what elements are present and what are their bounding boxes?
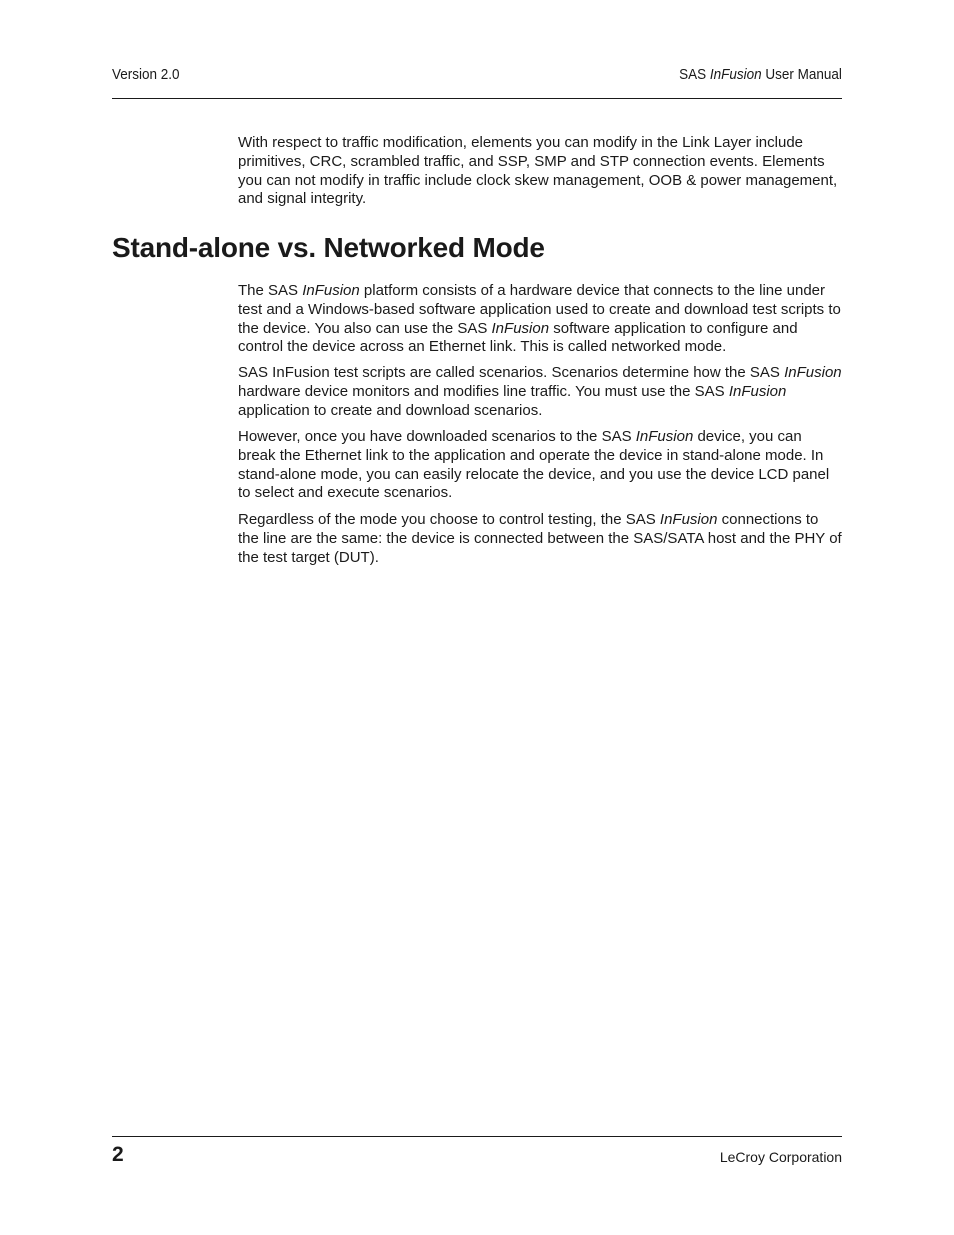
paragraph-stand-alone	[238, 428, 842, 503]
text-run: However, once you have downloaded scenarios to the SAS	[238, 428, 636, 445]
paragraph-scenarios	[238, 364, 842, 420]
page-footer	[112, 1136, 842, 1177]
paragraph-platform	[238, 282, 842, 357]
text-run: platform consists of a hardware device that connects to the line under test and a Windows-based software application used to create and download test scripts to the device. You also can use the SAS	[238, 282, 841, 337]
italic-run: InFusion	[491, 319, 550, 337]
page-number: 2	[112, 1143, 124, 1166]
header-title-prefix: SAS	[679, 66, 710, 83]
text-run: The SAS	[238, 282, 303, 299]
italic-run: InFusion	[659, 511, 718, 528]
text-run: application to create and download scenarios.	[238, 401, 543, 419]
header-title-suffix: User Manual	[761, 66, 842, 83]
text-run: device, you can break the Ethernet link to the application and operate the device in stand-alone mode. In stand-alone mode, you can easily relocate the device, and you use the device LCD panel to select and execute scenarios.	[238, 428, 830, 502]
italic-run: InFusion	[784, 364, 842, 381]
italic-run: InFusion	[635, 428, 694, 445]
text-run: Regardless of the mode you choose to control testing, the SAS	[238, 511, 660, 528]
text-run: connections to the line are the same: the device is connected between the SAS/SATA host and the PHY of the test target (DUT).	[238, 511, 842, 566]
text-run: SAS InFusion test scripts are called scenarios. Scenarios determine how the SAS	[238, 364, 785, 381]
header-version: Version 2.0	[112, 66, 180, 83]
page-header	[112, 64, 842, 99]
text-run: software application to configure and control the device across an Ethernet link. This is called networked mode.	[238, 319, 798, 356]
italic-run: InFusion	[728, 382, 787, 400]
intro-paragraph: With respect to traffic modification, elements you can modify in the Link Layer include primitives, CRC, scrambled traffic, and SSP, SMP and STP connection events. Elements you can not modify in traffic include clock skew management, OOB & power management, and signal integrity.	[238, 134, 838, 208]
section-title: Stand-alone vs. Networked Mode	[112, 232, 545, 263]
paragraph-connections	[238, 511, 842, 567]
text-run: hardware device monitors and modifies line traffic. You must use the SAS	[238, 382, 729, 400]
header-title-italic: InFusion	[709, 66, 762, 83]
italic-run: InFusion	[302, 282, 360, 299]
header-manual-title	[679, 66, 842, 83]
footer-company: LeCroy Corporation	[719, 1149, 842, 1165]
